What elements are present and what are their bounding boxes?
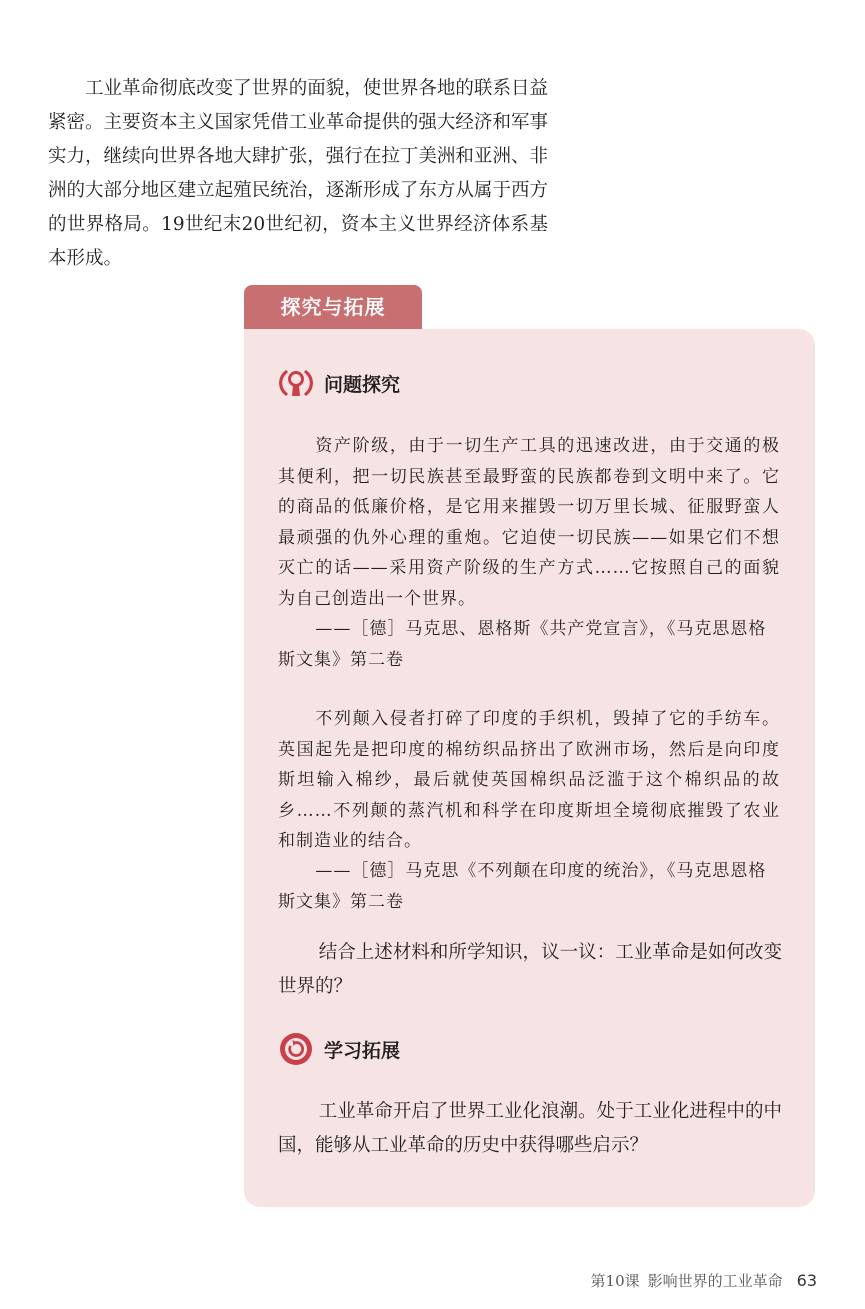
learning-extend-text: 工业革命开启了世界工业化浪潮。处于工业化进程中的中国，能够从工业革命的历史中获得哪些启示？ [278,1101,782,1156]
section-question-explore-heading [278,365,400,401]
quote-british-rule-india: 不列颠入侵者打碎了印度的手织机，毁掉了它的手纺车。英国起先是把印度的棉纺织品挤出了欧洲市场，然后是向印度斯坦输入棉纱，最后就使英国棉织品泛滥于这个棉织品的故乡……不列颠的蒸汽机和科学在印度斯坦全境彻底摧毁了农业和制造业的结合。 [278,709,780,851]
footer-title: 影响世界的工业革命 [647,1272,783,1290]
question-explore-icon [278,365,314,401]
page-footer [591,1270,817,1291]
section-learning-extend-heading [278,1031,400,1067]
learning-extend-icon [278,1031,314,1067]
section-question-explore-title: 问题探究 [324,373,401,396]
source-british-rule-india: ——［德］马克思《不列颠在印度的统治》，《马克思恩格斯文集》第二卷 [278,861,767,912]
footer-lesson: 第10课 [590,1272,640,1290]
section-learning-extend-title: 学习拓展 [324,1039,401,1062]
intro-paragraph: 工业革命彻底改变了世界的面貌，使世界各地的联系日益紧密。主要资本主义国家凭借工业革命提供的强大经济和军事实力，继续向世界各地大肆扩张，强行在拉丁美洲和亚洲、非洲的大部分地区建立起殖民统治，逐渐形成了东方从属于西方的世界格局。19世纪末20世纪初，资本主义世界经济体系基本形成。 [48,78,548,269]
explore-extend-tab: 探究与拓展 [244,285,422,329]
quote-communist-manifesto: 资产阶级，由于一切生产工具的迅速改进，由于交通的极其便利，把一切民族甚至最野蛮的民族都卷到文明中来了。它的商品的低廉价格，是它用来摧毁一切万里长城、征服野蛮人最顽强的仇外心理的重炮。它迫使一切民族——如果它们不想灭亡的话——采用资产阶级的生产方式……它按照自己的面貌为自己创造出一个世界。 [278,436,780,609]
page-number: 63 [796,1271,817,1290]
source-communist-manifesto: ——［德］马克思、恩格斯《共产党宣言》，《马克思恩格斯文集》第二卷 [278,619,767,670]
discussion-question: 结合上述材料和所学知识，议一议：工业革命是如何改变世界的？ [278,942,782,997]
